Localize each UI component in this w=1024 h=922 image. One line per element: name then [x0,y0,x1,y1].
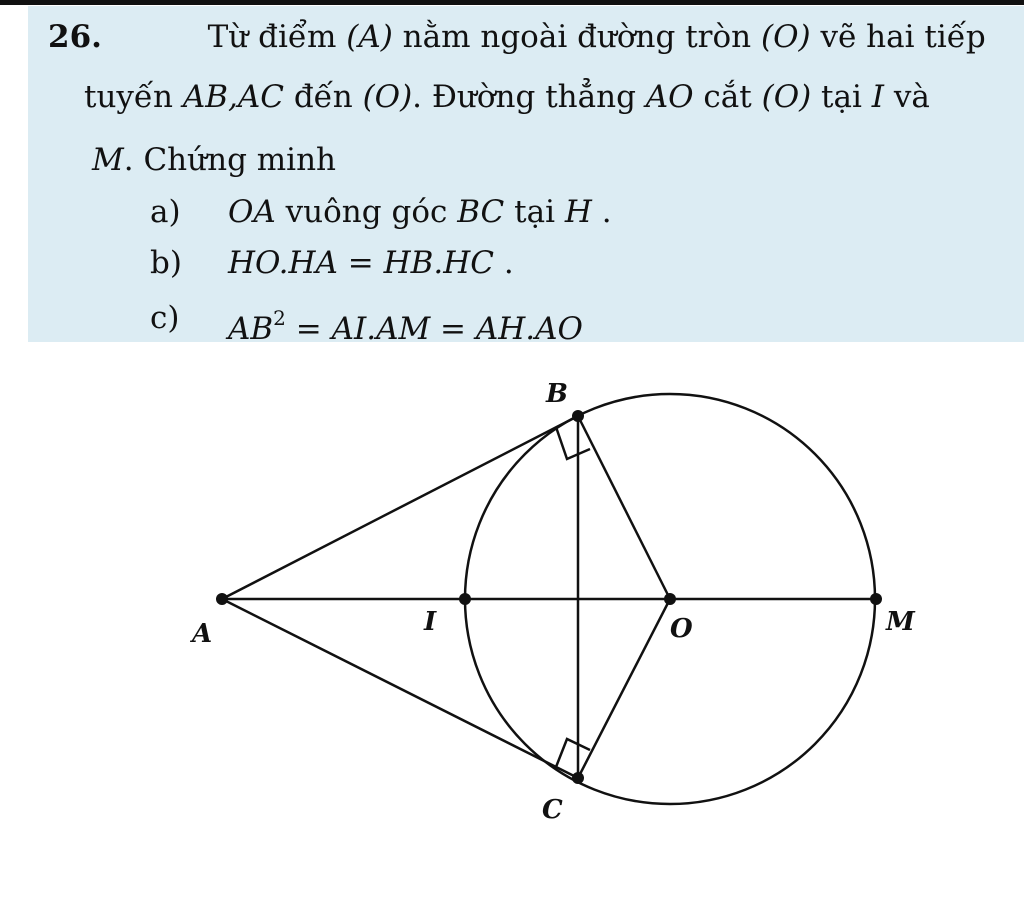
line1-end: vẽ hai tiếp [810,19,986,55]
point-b [572,410,584,422]
label-a: A [192,619,213,649]
problem-number: 26. [48,19,102,55]
line1-point-a: (A) [346,19,393,55]
line-ab [222,416,578,599]
line2-point-i: I [871,79,885,115]
label-c: C [542,795,563,825]
line2-mid4: tại [811,79,872,115]
part-a-math-oa: OA [228,194,276,230]
line2-end: và [884,79,930,115]
part-c-label: c) [150,300,180,336]
label-b: B [546,379,568,409]
part-b-label: b) [150,245,182,281]
part-a-text1: vuông góc [275,194,458,230]
point-m [870,593,882,605]
line2-mid2: . Đường thẳng [412,79,646,115]
part-a-text2: tại [504,194,565,230]
part-c-math-ab: AB [228,311,274,347]
part-a-text3: . [591,194,612,230]
line3-text: . Chứng minh [123,142,337,178]
part-a-math-bc: BC [457,194,505,230]
point-c [572,772,584,784]
point-i [459,593,471,605]
part-b-math: HO.HA = HB.HC [228,245,495,281]
part-b-tail: . [494,245,514,281]
line2-start: tuyến [84,79,183,115]
line2-circle-o: (O) [362,79,413,115]
line2-mid3: cắt [693,79,762,115]
line2-mid: đến [283,79,363,115]
line1-rest: nằm ngoài đường tròn [392,19,761,55]
line2-ao: AO [645,79,694,115]
part-c-math-rest: = AI.AM = AH.AO [285,311,583,347]
line1-circle-o: (O) [760,19,811,55]
point-a [216,593,228,605]
part-c-exponent: 2 [273,306,286,330]
label-i: I [424,607,437,637]
line2-ab-ac: AB,AC [182,79,284,115]
part-a-label: a) [150,194,181,230]
line-oc [578,599,670,778]
label-o: O [670,614,693,644]
line-ac [222,599,578,778]
point-o [664,593,676,605]
line1-text: Từ điểm [207,19,347,55]
line2-circle-o-2: (O) [761,79,812,115]
line-ob [578,416,670,599]
label-m: M [886,607,915,637]
part-a-math-h: H [564,194,592,230]
line3-point-m: M [92,142,124,178]
